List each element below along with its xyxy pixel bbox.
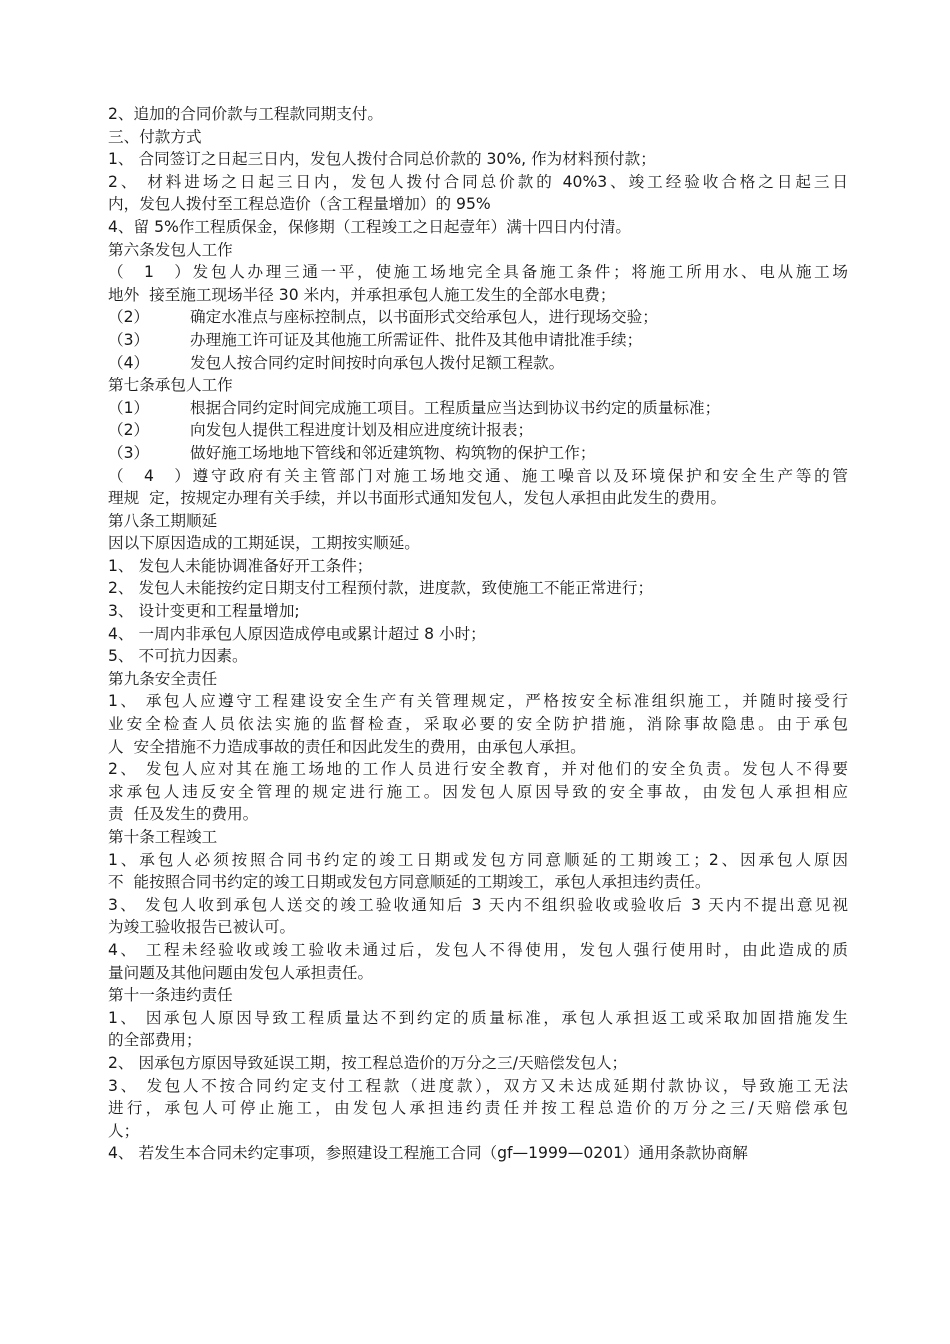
text-line [108, 781, 848, 804]
line-text: 理规 定，按规定办理有关手续，并以书面形式通知发包人，发包人承担由此发生的费用。 [108, 489, 727, 508]
text-line [108, 1007, 848, 1030]
text-line [108, 239, 848, 262]
line-text: 第九条安全责任 [108, 669, 218, 688]
text-line [108, 1075, 848, 1098]
text-line [108, 216, 848, 239]
line-text: 根据合同约定时间完成施工项目。工程质量应当达到协议书约定的质量标准； [190, 398, 721, 417]
list-number: （1） [108, 263, 190, 282]
line-text: 1、 承包人应遵守工程建设安全生产有关管理规定，严格按安全标准组织施工，并随时接受行 [108, 692, 848, 711]
text-line [108, 577, 848, 600]
line-text: 2、 发包人应对其在施工场地的工作人员进行安全教育，并对他们的安全负责。发包人不得要 [108, 760, 848, 779]
text-line [108, 532, 848, 555]
line-text: 5、 不可抗力因素。 [108, 647, 248, 666]
text-line [108, 555, 848, 578]
line-text: 进行，承包人可停止施工，由发包人承担违约责任并按工程总造价的万分之三/天赔偿承包 [108, 1099, 848, 1118]
line-text: 求承包人违反安全管理的规定进行施工。因发包人原因导致的安全事故，由发包人承担相应 [108, 782, 848, 801]
text-line [108, 1097, 848, 1120]
line-text: 内，发包人拨付至工程总造价（含工程量增加）的 95% [108, 195, 491, 214]
text-line [108, 668, 848, 691]
text-line [108, 962, 848, 985]
text-line [108, 871, 848, 894]
line-text: 发包人办理三通一平，使施工场地完全具备施工条件；将施工所用水、电从施工场 [190, 263, 848, 282]
text-line [108, 148, 848, 171]
line-text: 1、 发包人未能协调准备好开工条件； [108, 556, 373, 575]
text-line [108, 284, 848, 307]
list-number: （4） [108, 466, 190, 485]
line-text: 4、 一周内非承包人原因造成停电或累计超过 8 小时； [108, 624, 486, 643]
line-text: 2、 因承包方原因导致延误工期，按工程总造价的万分之三/天赔偿发包人； [108, 1053, 628, 1072]
text-line [108, 916, 848, 939]
line-text: 不 能按照合同书约定的竣工日期或发包方同意顺延的工期竣工，承包人承担违约责任。 [108, 873, 711, 892]
line-text: 因以下原因造成的工期延误，工期按实顺延。 [108, 534, 420, 553]
line-text: 第八条工期顺延 [108, 511, 218, 530]
numbered-list-line [108, 442, 848, 465]
text-line [108, 939, 848, 962]
line-text: 人 安全措施不力造成事故的责任和因此发生的费用，由承包人承担。 [108, 737, 586, 756]
line-text: 量问题及其他问题由发包人承担责任。 [108, 963, 374, 982]
line-text: 3、 发包人收到承包人送交的竣工验收通知后 3 天内不组织验收或验收后 3 天内不提出意见视 [108, 895, 848, 914]
line-text: 做好施工场地地下管线和邻近建筑物、构筑物的保护工作； [190, 443, 596, 462]
text-line [108, 374, 848, 397]
text-line [108, 894, 848, 917]
line-text: 2、 材料进场之日起三日内，发包人拨付合同总价款的 40%3、竣工经验收合格之日起三日 [108, 172, 848, 191]
line-text: 遵守政府有关主管部门对施工场地交通、施工噪音以及环境保护和安全生产等的管 [190, 466, 848, 485]
list-number: （4） [108, 353, 150, 372]
text-line [108, 1029, 848, 1052]
line-text: 第七条承包人工作 [108, 376, 233, 395]
text-line [108, 487, 848, 510]
text-line [108, 984, 848, 1007]
line-text: 2、 发包人未能按约定日期支付工程预付款，进度款，致使施工不能正常进行； [108, 579, 654, 598]
numbered-list-line [108, 397, 848, 420]
line-text: 第十一条违约责任 [108, 986, 233, 1005]
text-line [108, 713, 848, 736]
line-text: 三、付款方式 [108, 127, 202, 146]
list-number: （1） [108, 398, 150, 417]
numbered-list-line [108, 306, 848, 329]
text-line [108, 600, 848, 623]
list-number: （2） [108, 421, 150, 440]
line-text: 确定水准点与座标控制点，以书面形式交给承包人，进行现场交验； [190, 308, 658, 327]
line-text: 发包人按合同约定时间按时向承包人拨付足额工程款。 [190, 353, 565, 372]
line-text: 4、 若发生本合同未约定事项，参照建设工程施工合同（gf—1999—0201）通用条款协商解 [108, 1144, 748, 1163]
line-text: 地外 接至施工现场半径 30 米内，并承担承包人施工发生的全部水电费； [108, 285, 616, 304]
numbered-list-line [108, 261, 848, 284]
text-line [108, 758, 848, 781]
numbered-list-line [108, 329, 848, 352]
text-line [108, 1142, 848, 1165]
line-text: 办理施工许可证及其他施工所需证件、批件及其他申请批准手续； [190, 330, 643, 349]
text-line [108, 126, 848, 149]
list-number: （2） [108, 308, 150, 327]
text-line [108, 171, 848, 194]
text-line [108, 623, 848, 646]
numbered-list-line [108, 352, 848, 375]
text-line [108, 193, 848, 216]
line-text: 的全部费用； [108, 1031, 202, 1050]
numbered-list-line [108, 419, 848, 442]
document-page [108, 103, 848, 1165]
line-text: 为竣工验收报告已被认可。 [108, 918, 296, 937]
text-line [108, 803, 848, 826]
line-text: 1、 因承包人原因导致工程质量达不到约定的质量标准，承包人承担返工或采取加固措施发生 [108, 1008, 848, 1027]
line-text: 第六条发包人工作 [108, 240, 233, 259]
numbered-list-line [108, 465, 848, 488]
text-line [108, 736, 848, 759]
line-text: 4、 工程未经验收或竣工验收未通过后，发包人不得使用，发包人强行使用时，由此造成的质 [108, 940, 848, 959]
text-line [108, 103, 848, 126]
text-line [108, 645, 848, 668]
line-text: 2、追加的合同价款与工程款同期支付。 [108, 105, 384, 123]
line-text: 4、留 5%作工程质保金，保修期（工程竣工之日起壹年）满十四日内付清。 [108, 217, 632, 236]
line-text: 1、 合同签订之日起三日内，发包人拨付合同总价款的 30%, 作为材料预付款； [108, 150, 656, 169]
line-text: 向发包人提供工程进度计划及相应进度统计报表； [190, 421, 534, 440]
list-number: （3） [108, 330, 150, 349]
line-text: 3、 发包人不按合同约定支付工程款（进度款），双方又未达成延期付款协议，导致施工无法 [108, 1076, 848, 1095]
text-line [108, 1052, 848, 1075]
text-line [108, 1120, 848, 1143]
text-line [108, 849, 848, 872]
line-text: 业安全检查人员依法实施的监督检查，采取必要的安全防护措施，消除事故隐患。由于承包 [108, 715, 848, 734]
line-text: 3、 设计变更和工程量增加; [108, 602, 300, 621]
list-number: （3） [108, 443, 150, 462]
text-line [108, 510, 848, 533]
line-text: 人； [108, 1121, 140, 1140]
line-text: 第十条工程竣工 [108, 828, 218, 846]
line-text: 责 任及发生的费用。 [108, 805, 259, 824]
text-line [108, 826, 848, 849]
line-text: 1、承包人必须按照合同书约定的竣工日期或发包方同意顺延的工期竣工；2、因承包人原因 [108, 850, 848, 869]
text-line [108, 690, 848, 713]
